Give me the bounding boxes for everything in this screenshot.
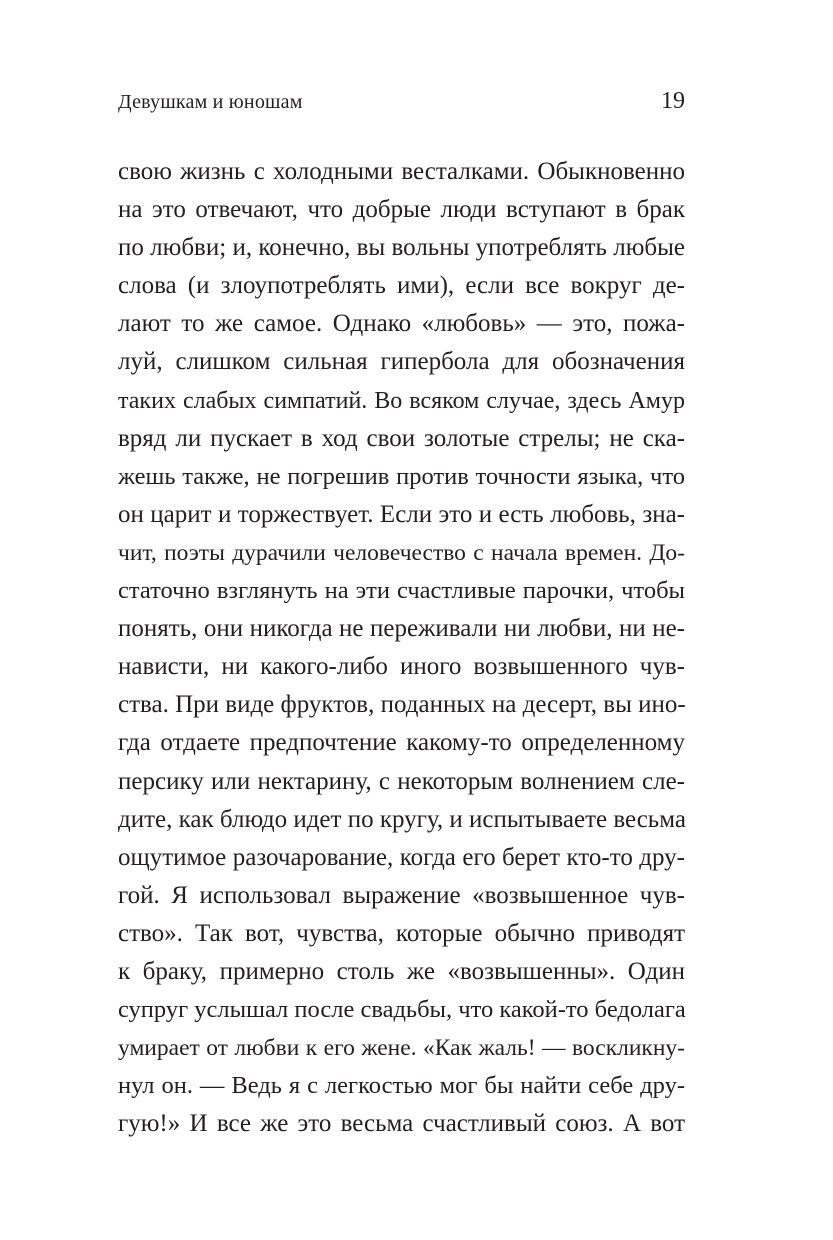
text-line: статочно взглянуть на эти счастливые парочки, чтобы	[118, 577, 685, 605]
text-line: он царит и торжествует. Если это и есть любовь, зна-	[118, 500, 685, 528]
text-line: свою жизнь с холодными весталками. Обыкновенно	[118, 158, 685, 185]
text-line: персику или нектарину, с некоторым волнением сле-	[118, 767, 685, 795]
text-line: на это отвечают, что добрые люди вступают в брак	[118, 196, 685, 224]
text-line: нул он. — Ведь я с легкостью мог бы найти себе дру-	[118, 1072, 685, 1100]
text-line: вряд ли пускает в ход свои золотые стрелы; не ска-	[118, 424, 685, 452]
text-line: таких слабых симпатий. Во всяком случае, здесь Амур	[118, 387, 685, 414]
text-line: ощутимое разочарование, когда его берет кто-то дру-	[118, 843, 685, 871]
text-line: к браку, примерно столь же «возвышенны». Один	[118, 957, 685, 985]
text-line: понять, они никогда не переживали ни любви, ни не-	[118, 615, 685, 643]
text-line: по любви; и, конечно, вы вольны употреблять любые	[118, 234, 685, 262]
text-line: умирает от любви к его жене. «Как жаль! — воскликну-	[118, 1035, 685, 1062]
text-line: слова (и злоупотреблять ими), если все вокруг де-	[118, 272, 685, 300]
text-line: чит, поэты дурачили человечество с начала времен. До-	[118, 539, 685, 566]
text-line: жешь также, не погрешив против точности языка, что	[118, 462, 685, 490]
page-number: 19	[661, 88, 685, 114]
text-line: ства. При виде фруктов, поданных на десерт, вы ино-	[118, 691, 686, 719]
text-line: дите, как блюдо идет по кругу, и испытываете весьма	[118, 805, 686, 833]
running-head: Девушкам и юношам	[118, 91, 303, 113]
text-line: луй, слишком сильная гипербола для обозначения	[118, 348, 685, 376]
text-line: ство». Так вот, чувства, которые обычно приводят	[118, 919, 685, 947]
text-line: супруг услышал после свадьбы, что какой-то бедолага	[118, 996, 686, 1024]
text-line: нависти, ни какого-либо иного возвышенного чув-	[118, 653, 685, 681]
text-line: лают то же самое. Однако «любовь» — это, пожа-	[118, 310, 685, 338]
text-line: гда отдаете предпочтение какому-то определенному	[118, 729, 685, 757]
body-text	[118, 153, 685, 1143]
text-line: гой. Я использовал выражение «возвышенное чув-	[118, 881, 685, 909]
text-line: гую!» И все же это весьма счастливый союз. А вот	[118, 1110, 685, 1138]
